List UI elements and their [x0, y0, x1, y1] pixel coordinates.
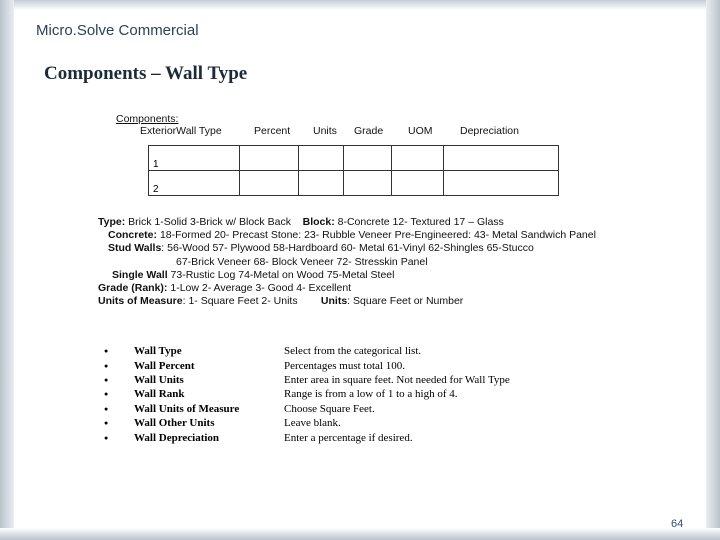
depreciation-cell[interactable]: [444, 146, 559, 171]
bullet-icon: ●: [104, 390, 109, 399]
field-term: Wall Units: [134, 373, 184, 386]
percent-cell[interactable]: [240, 171, 299, 196]
uom-cell[interactable]: [392, 171, 444, 196]
field-term: Wall Depreciation: [134, 431, 220, 444]
field-description: Range is from a low of 1 to a high of 4.: [284, 388, 458, 401]
field-term: Wall Other Units: [134, 417, 215, 430]
brand-title: Micro.Solve Commercial: [36, 22, 199, 39]
legend-line-stud-cont: 67-Brick Veneer 68- Block Veneer 72- Stresskin Panel: [176, 256, 428, 268]
grade-text: 1-Low 2- Average 3- Good 4- Excellent: [170, 282, 352, 294]
bullet-icon: ●: [104, 404, 109, 413]
row-number-cell: 2: [149, 171, 240, 196]
list-item: [104, 387, 564, 401]
block-text: 8-Concrete 12- Textured 17 – Glass: [337, 216, 504, 228]
table-row: [149, 146, 559, 171]
slide-frame-right: [706, 0, 720, 540]
field-description: Leave blank.: [284, 417, 341, 430]
components-label: Components:: [116, 113, 179, 125]
field-term: Wall Units of Measure: [134, 402, 240, 415]
column-header-depreciation: Depreciation: [460, 125, 519, 137]
list-item: [104, 430, 564, 444]
slide-frame-bottom: [0, 528, 720, 540]
stud-label: Stud Walls: [108, 242, 162, 254]
units-cell[interactable]: [299, 146, 344, 171]
legend-line-single: [112, 269, 394, 281]
bullet-icon: ●: [104, 375, 109, 384]
page-title: Components – Wall Type: [44, 63, 248, 84]
column-header-uom: UOM: [408, 125, 433, 137]
stud-text: : 56-Wood 57- Plywood 58-Hardboard 60- Metal 61-Vinyl 62-Shingles 65-Stucco: [161, 242, 534, 254]
concrete-label: Concrete:: [108, 229, 158, 241]
concrete-text: 18-Formed 20- Precast Stone: 23- Rubble Veneer Pre-Engineered: 43- Metal Sandwich Panel: [159, 229, 596, 241]
field-term: Wall Percent: [134, 359, 195, 372]
uom-text: : 1- Square Feet 2- Units: [182, 295, 298, 307]
percent-cell[interactable]: [240, 146, 299, 171]
uom-cell[interactable]: [392, 146, 444, 171]
units-text: : Square Feet or Number: [347, 295, 464, 307]
legend-line-uom: [98, 295, 463, 307]
column-header-grade: Grade: [354, 125, 384, 137]
field-term: Wall Rank: [134, 388, 185, 401]
row-number-cell: 1: [149, 146, 240, 171]
bullet-icon: ●: [104, 361, 109, 370]
grade-label: Grade (Rank):: [98, 282, 168, 294]
exterior-wall-type-label: ExteriorWall Type: [140, 125, 222, 137]
slide-frame-top: [0, 0, 720, 10]
list-item: [104, 416, 564, 430]
list-item: [104, 402, 564, 416]
column-header-units: Units: [313, 125, 337, 137]
field-description: Choose Square Feet.: [284, 402, 375, 415]
list-item: [104, 358, 564, 372]
type-text: Brick 1-Solid 3-Brick w/ Block Back: [128, 216, 291, 228]
components-grid: [148, 145, 559, 196]
field-descriptions-list: [104, 344, 564, 445]
depreciation-cell[interactable]: [444, 171, 559, 196]
legend-line-type: [98, 216, 504, 228]
type-label: Type:: [98, 216, 126, 228]
single-label: Single Wall: [112, 269, 168, 281]
units-label: Units: [320, 295, 348, 307]
units-cell[interactable]: [299, 171, 344, 196]
legend-line-stud: [108, 242, 534, 254]
field-description: Enter a percentage if desired.: [284, 431, 413, 444]
uom-label: Units of Measure: [98, 295, 183, 307]
slide-frame-left: [0, 0, 14, 540]
bullet-icon: ●: [104, 347, 109, 356]
table-row: [149, 171, 559, 196]
page-number: 64: [671, 518, 684, 530]
bullet-icon: ●: [104, 419, 109, 428]
field-description: Select from the categorical list.: [284, 345, 422, 358]
block-label: Block:: [302, 216, 335, 228]
list-item: [104, 373, 564, 387]
field-description: Percentages must total 100.: [284, 359, 405, 372]
legend-line-concrete: [108, 229, 596, 241]
legend-line-grade: [98, 282, 351, 294]
single-text: 73-Rustic Log 74-Metal on Wood 75-Metal Steel: [170, 269, 395, 281]
bullet-icon: ●: [104, 433, 109, 442]
field-term: Wall Type: [134, 345, 182, 358]
field-description: Enter area in square feet. Not needed for Wall Type: [284, 373, 510, 386]
grade-cell[interactable]: [344, 146, 392, 171]
list-item: [104, 344, 564, 358]
grade-cell[interactable]: [344, 171, 392, 196]
column-header-percent: Percent: [254, 125, 291, 137]
